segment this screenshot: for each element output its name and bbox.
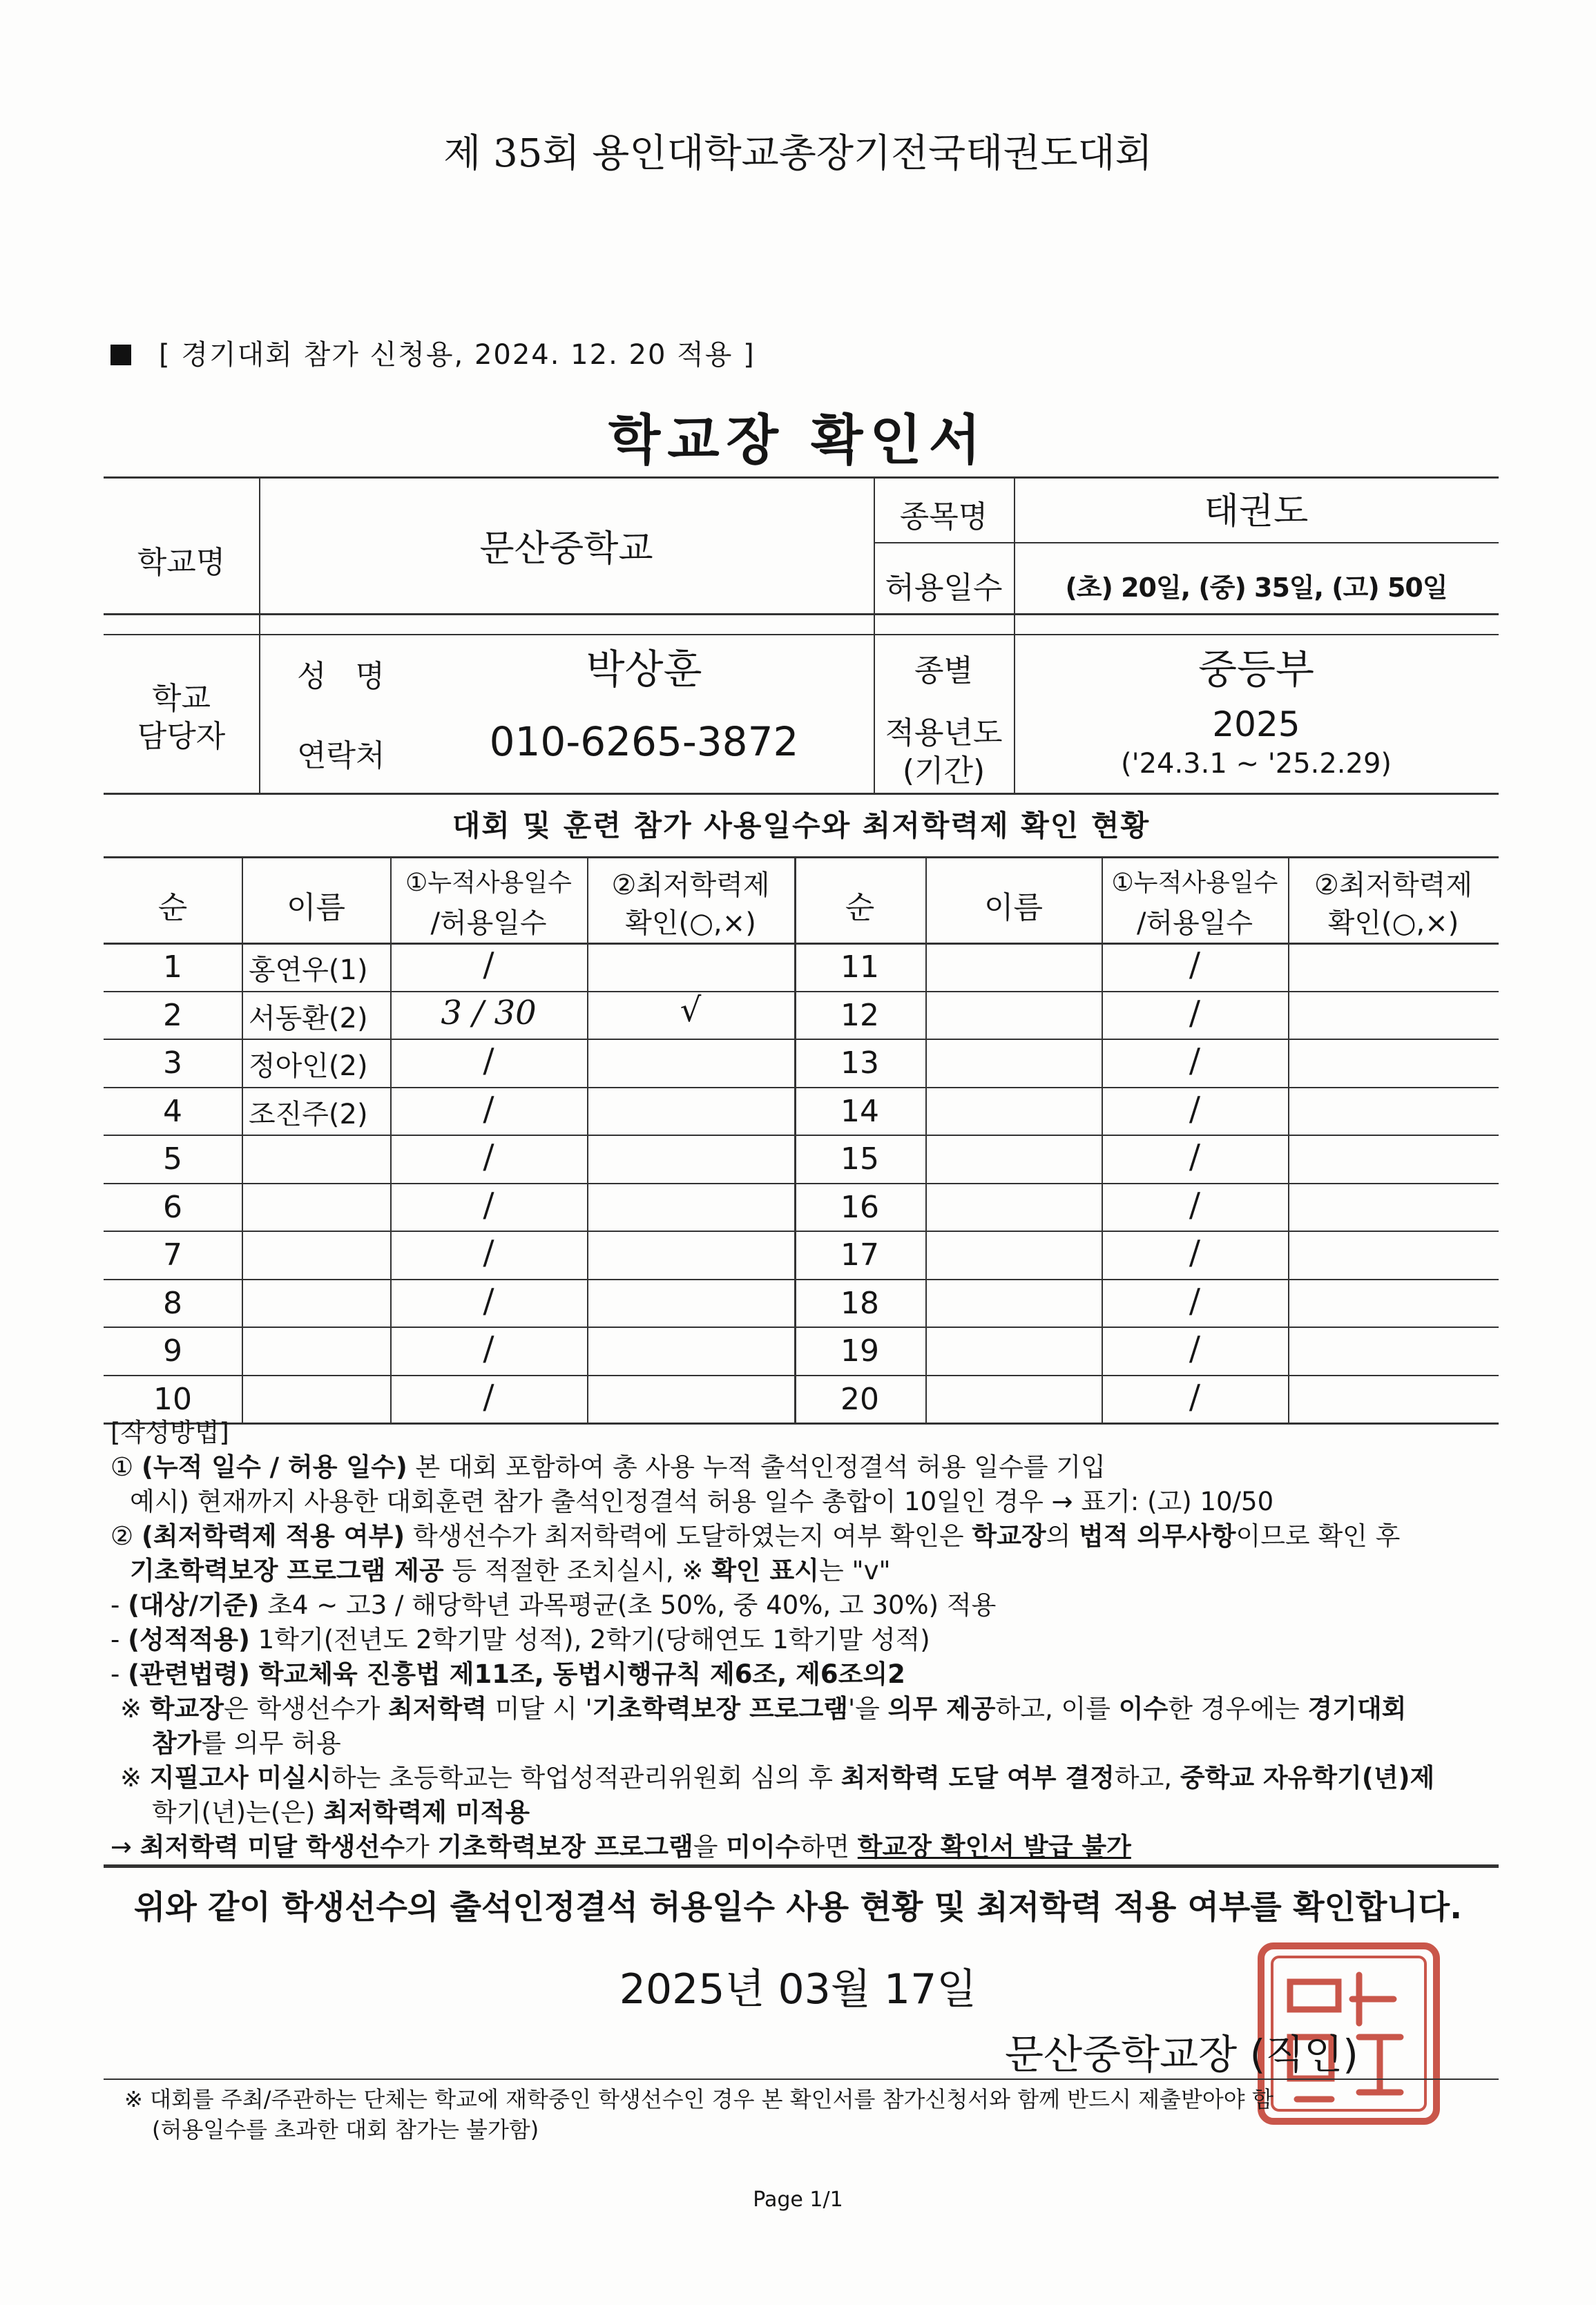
square-bullet-icon [110, 345, 131, 365]
manager-label-2: 담당자 [137, 719, 226, 754]
guide-bold: 학교장 [149, 1694, 224, 1724]
header-days-2-right: /허용일수 [1136, 907, 1253, 939]
guide-bold: 최저학력 도달 여부 결정 [840, 1763, 1115, 1793]
days-used: / [1189, 1041, 1201, 1080]
guide-bold: (성적적용) [128, 1625, 250, 1655]
guide-text: ① [110, 1452, 142, 1482]
guide-line-9 [110, 1726, 1519, 1761]
guide-bold: 지필고사 미실시 [149, 1763, 331, 1793]
period-value: ('24.3.1 ~ '25.2.29) [1120, 748, 1392, 780]
guide-bold: 경기대회 [1307, 1694, 1407, 1724]
days-used: / [483, 1041, 494, 1080]
row-number: 11 [840, 949, 879, 985]
row-number: 9 [163, 1333, 182, 1369]
manager-label-1: 학교 [151, 681, 211, 716]
guide-line-4 [110, 1554, 1519, 1588]
row-number: 15 [840, 1141, 879, 1177]
allow-value: (초) 20일, (중) 35일, (고) 50일 [1065, 572, 1448, 603]
guide-text: 초4 ~ 고3 / 해당학년 과목평균(초 50%, 중 40%, 고 30%) 적용 [259, 1590, 997, 1620]
guide-text: 등 적절한 조치실시, ※ [443, 1556, 712, 1585]
guide-bold: 중학교 자유학기(년)제 [1180, 1763, 1435, 1793]
days-used: / [1189, 1089, 1201, 1128]
apply-note [110, 333, 756, 372]
rule [104, 613, 1499, 615]
guide-bold: 법적 의무사항 [1079, 1521, 1236, 1551]
guide-line-8 [110, 1692, 1519, 1726]
row-number: 8 [163, 1285, 182, 1321]
rule [104, 793, 1499, 795]
guide-bold: 학교장 [972, 1521, 1046, 1551]
guide-text: ※ [120, 1694, 150, 1724]
guide-bold: 미이수 [726, 1832, 800, 1862]
guide-line-1 [110, 1450, 1519, 1485]
days-used: / [1189, 1137, 1201, 1176]
col-rule [925, 856, 927, 1422]
row-number: 13 [840, 1045, 879, 1081]
guide-bold: 최저학력제 미적용 [323, 1797, 530, 1827]
row-number: 12 [840, 997, 879, 1033]
guide-bold: (관련법령) 학교체육 진흥법 제11조, 동법시행규칙 제6조, 제6조의2 [128, 1659, 905, 1689]
rule [104, 634, 1499, 635]
guide-text: 를 의무 허용 [201, 1728, 341, 1758]
guide-heading: [작성방법] [110, 1418, 229, 1447]
confirm-top-rule [104, 1864, 1499, 1868]
guide-text: 하면 [800, 1832, 858, 1862]
guide-line-7 [110, 1657, 1519, 1692]
guide-text: 하는 초등학교는 학업성적관리위원회 심의 후 [331, 1763, 841, 1793]
guide-text: - [110, 1625, 128, 1655]
days-used: / [483, 1377, 494, 1416]
header-days-1: ①누적사용일수 [405, 869, 572, 897]
guide-text: → [110, 1832, 140, 1862]
contact-label: 연락처 [297, 738, 385, 773]
days-used: / [483, 1089, 494, 1128]
year-label-1: 적용년도 [885, 715, 1003, 751]
principal-signature: 문산중학교장 (직인) [1005, 2031, 1358, 2078]
manager-contact: 010-6265-3872 [489, 718, 799, 765]
row-number: 5 [163, 1141, 182, 1177]
row-number: 2 [163, 997, 182, 1033]
section-title: 대회 및 훈련 참가 사용일수와 최저학력제 확인 현황 [452, 809, 1151, 842]
min-academic-check: √ [680, 990, 702, 1030]
guide-text: '을 [847, 1694, 888, 1724]
col-rule [242, 856, 243, 1422]
days-used: / [1189, 1281, 1201, 1320]
confirm-text: 위와 같이 학생선수의 출석인정결석 허용일수 사용 현황 및 최저학력 적용 여부를 확인합니다. [133, 1889, 1463, 1927]
guide-bold: 기초학력보장 프로그램 제공 [130, 1556, 444, 1585]
guide-line-5 [110, 1588, 1519, 1623]
guide-bold: 참가 [152, 1728, 202, 1758]
guide-bold: (최저학력제 적용 여부) [141, 1521, 405, 1551]
guide-line-10 [110, 1761, 1519, 1795]
row-rule [104, 991, 1499, 992]
row-number: 1 [163, 949, 182, 985]
guide-bold: 이수 [1118, 1694, 1169, 1724]
table-top-rule [104, 476, 1499, 479]
row-rule [104, 1231, 1499, 1232]
event-value: 태권도 [1204, 491, 1309, 532]
row-rule [104, 1183, 1499, 1184]
name-label: 성 명 [297, 659, 385, 694]
apply-note-text: [ 경기대회 참가 신청용, 2024. 12. 20 적용 ] [159, 339, 756, 371]
guide-text: ② [110, 1521, 142, 1551]
footnote [124, 2084, 1492, 2145]
row-number: 10 [153, 1381, 192, 1417]
contest-title: 제 35회 용인대학교총장기전국태권도대회 [443, 131, 1153, 176]
header-name: 이름 [286, 890, 345, 925]
days-used: / [483, 1281, 494, 1320]
page-number: Page 1/1 [753, 2188, 843, 2212]
guide-text: 학생선수가 최저학력에 도달하였는지 여부 확인은 [405, 1521, 972, 1551]
row-rule [104, 1087, 1499, 1088]
row-number: 6 [163, 1189, 182, 1225]
issue-date: 2025년 03월 17일 [619, 1965, 977, 2014]
event-label: 종목명 [899, 499, 988, 534]
guide-line-6 [110, 1623, 1519, 1657]
division-label: 종별 [914, 653, 973, 688]
header-check-2-right: 확인(○,×) [1327, 907, 1459, 939]
guide-bold: 기초학력보장 프로그램 [592, 1694, 848, 1724]
student-name: 홍연우(1) [249, 954, 368, 986]
guide-text: ※ [120, 1763, 150, 1793]
guide-bold: 최저학력 미달 학생선수 [140, 1832, 405, 1862]
row-number: 14 [840, 1093, 879, 1129]
guide-bold-underline: 학교장 확인서 발급 불가 [857, 1832, 1131, 1862]
days-used: / [1189, 1233, 1201, 1272]
guide-text: 의 [1046, 1521, 1079, 1551]
row-number: 17 [840, 1237, 879, 1273]
row-number: 20 [840, 1381, 879, 1417]
guide-line-11 [110, 1795, 1519, 1830]
days-used: / [1189, 993, 1201, 1032]
guide-bold: 확인 표시 [711, 1556, 820, 1585]
row-rule [104, 1375, 1499, 1376]
days-used: / [483, 1329, 494, 1368]
row-rule [104, 1279, 1499, 1280]
allow-label: 허용일수 [885, 570, 1003, 606]
guide-text: 한 경우에는 [1168, 1694, 1308, 1724]
guide-bold: (대상/기준) [128, 1590, 260, 1620]
days-used: / [1189, 1377, 1201, 1416]
row-number: 16 [840, 1189, 879, 1225]
manager-name: 박상훈 [586, 646, 702, 693]
guide-section [110, 1416, 1519, 1864]
school-label: 학교명 [137, 545, 226, 580]
header-check-2: 확인(○,×) [625, 907, 756, 939]
guide-text: 미달 시 ' [486, 1694, 593, 1724]
col-rule [1288, 856, 1289, 1422]
header-name-right: 이름 [983, 890, 1043, 925]
row-rule [104, 1327, 1499, 1328]
header-check-1: ②최저학력제 [611, 869, 770, 901]
year-value: 2025 [1212, 704, 1300, 744]
roster-top-rule [104, 856, 1499, 858]
guide-bold: 의무 제공 [887, 1694, 996, 1724]
row-number: 3 [163, 1045, 182, 1081]
student-name: 조진주(2) [249, 1098, 368, 1130]
header-no: 순 [157, 890, 188, 925]
guide-bold: 최저학력 [387, 1694, 487, 1724]
days-used: / [1189, 1185, 1201, 1224]
row-rule [104, 1135, 1499, 1136]
student-name: 서동환(2) [249, 1002, 368, 1034]
row-number: 18 [840, 1285, 879, 1321]
guide-text: 이므로 확인 후 [1236, 1521, 1401, 1551]
days-used: / [483, 1233, 494, 1272]
days-used: / [483, 945, 494, 984]
days-used: / [1189, 945, 1201, 984]
guide-text: 학기(년)는(은) [152, 1797, 324, 1827]
days-used: / [483, 1185, 494, 1224]
guide-text: - [110, 1590, 128, 1620]
row-rule [104, 1039, 1499, 1040]
guide-bold: (누적 일수 / 허용 일수) [141, 1452, 407, 1482]
footnote-rule [104, 2079, 1499, 2080]
year-label-2: (기간) [902, 753, 986, 789]
roster-header-rule [104, 943, 1499, 945]
guide-bold: 기초학력보장 프로그램 [437, 1832, 693, 1862]
guide-text: - [110, 1659, 128, 1689]
guide-text: 하고, [1114, 1763, 1180, 1793]
guide-line-12 [110, 1830, 1519, 1864]
header-no-right: 순 [845, 890, 875, 925]
guide-text: 본 대회 포함하여 총 사용 누적 출석인정결석 허용 일수를 기입 [407, 1452, 1106, 1482]
footnote-line-2: (허용일수를 초과한 대회 참가는 불가함) [152, 2116, 539, 2143]
header-check-1-right: ②최저학력제 [1314, 869, 1473, 901]
row-number: 4 [163, 1093, 182, 1129]
col-rule [587, 856, 588, 1422]
header-days-2: /허용일수 [430, 907, 547, 939]
guide-line-3 [110, 1519, 1519, 1554]
document-title: 학교장 확인서 [608, 409, 988, 472]
guide-text: 하고, 이를 [995, 1694, 1119, 1724]
guide-line-2: 예시) 현재까지 사용한 대회훈련 참가 출석인정결석 허용 일수 총합이 10일인 경우 → 표기: (고) 10/50 [130, 1487, 1274, 1516]
guide-text: 1학기(전년도 2학기말 성적), 2학기(당해연도 1학기말 성적) [249, 1625, 930, 1655]
row-number: 19 [840, 1333, 879, 1369]
guide-text: 은 학생선수가 [224, 1694, 388, 1724]
row-number: 7 [163, 1237, 182, 1273]
student-name: 정아인(2) [249, 1050, 368, 1082]
school-name: 문산중학교 [479, 528, 653, 570]
days-used: / [1189, 1329, 1201, 1368]
days-used: / [483, 1137, 494, 1176]
days-used: 3 / 30 [441, 993, 537, 1032]
guide-text: 을 [693, 1832, 727, 1862]
division-value: 중등부 [1198, 646, 1315, 693]
header-days-1-right: ①누적사용일수 [1111, 869, 1278, 897]
footnote-line-1: ※ 대회를 주최/주관하는 단체는 학교에 재학중인 학생선수인 경우 본 확인서를 참가신청서와 함께 반드시 제출받아야 함 [124, 2086, 1273, 2112]
rule [874, 542, 1499, 543]
guide-text: 는 "v" [819, 1556, 891, 1585]
guide-text: 가 [404, 1832, 438, 1862]
